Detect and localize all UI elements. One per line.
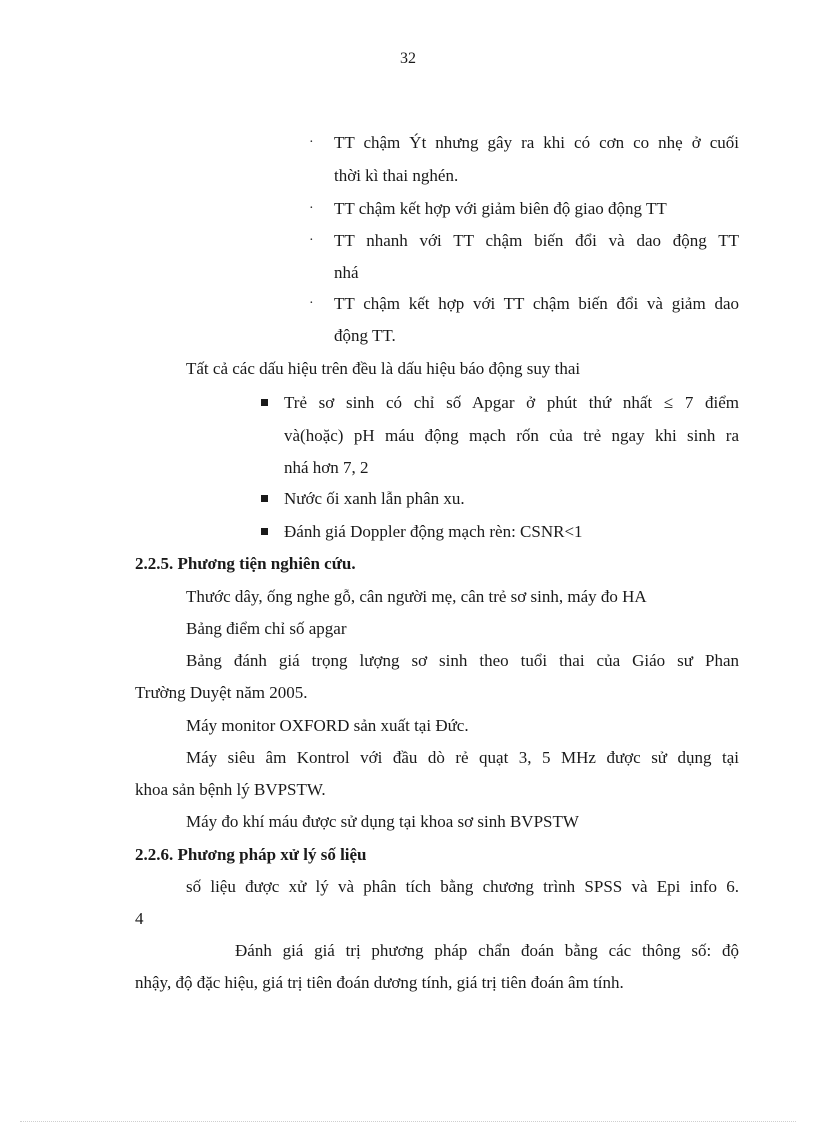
- paragraph-line: Bảng đánh giá trọng lượng sơ sinh theo tuổi thai của Giáo sư Phan: [186, 651, 739, 670]
- list-item-line: nhá: [334, 263, 359, 282]
- paragraph-line: 4: [135, 909, 144, 928]
- list-item-line: nhá hơn 7, 2: [284, 458, 369, 477]
- list-item-line: động TT.: [334, 326, 396, 345]
- paragraph-line: Máy đo khí máu được sử dụng tại khoa sơ sinh BVPSTW: [186, 812, 579, 831]
- list-item-line: TT nhanh với TT chậm biến đổi và dao động TT: [334, 231, 739, 250]
- bullet-marker: ·: [309, 296, 314, 311]
- paragraph-line: Máy monitor OXFORD sản xuất tại Đức.: [186, 716, 469, 735]
- list-item-line: Nước ối xanh lẫn phân xu.: [284, 489, 465, 508]
- bullet-marker: ·: [309, 135, 314, 150]
- list-item-line: Đánh giá Doppler động mạch rèn: CSNR<1: [284, 522, 583, 541]
- paragraph-line: Đánh giá giá trị phương pháp chẩn đoán bằng các thông số: độ: [235, 941, 739, 960]
- bullet-marker: [261, 528, 268, 535]
- paragraph-line: Máy siêu âm Kontrol với đầu dò rẻ quạt 3, 5 MHz được sử dụng tại: [186, 748, 739, 767]
- paragraph-line: Trường Duyệt năm 2005.: [135, 683, 308, 702]
- bullet-marker: [261, 495, 268, 502]
- paragraph-line: Thước dây, ống nghe gỗ, cân người mẹ, cân trẻ sơ sinh, máy đo HA: [186, 587, 647, 606]
- section-heading: 2.2.5. Phương tiện nghiên cứu.: [135, 554, 356, 573]
- paragraph-line: nhậy, độ đặc hiệu, giá trị tiên đoán dương tính, giá trị tiên đoán âm tính.: [135, 973, 624, 992]
- list-item-line: Trẻ sơ sinh có chỉ số Apgar ở phút thứ nhất ≤ 7 điểm: [284, 393, 739, 412]
- section-heading: 2.2.6. Phương pháp xử lý số liệu: [135, 845, 367, 864]
- list-item-line: TT chậm Ýt nhưng gây ra khi có cơn co nhẹ ở cuối: [334, 133, 739, 152]
- list-item-line: thời kì thai nghén.: [334, 166, 459, 185]
- list-item-line: TT chậm kết hợp với TT chậm biến đổi và giảm dao: [334, 294, 739, 313]
- bullet-marker: [261, 399, 268, 406]
- paragraph-line: Bảng điểm chỉ số apgar: [186, 619, 347, 638]
- bullet-marker: ·: [309, 233, 314, 248]
- list-item-line: và(hoặc) pH máu động mạch rốn của trẻ ngay khi sinh ra: [284, 426, 739, 445]
- page-number: 32: [400, 50, 416, 67]
- summary-line: Tất cả các dấu hiệu trên đều là dấu hiệu báo động suy thai: [186, 359, 581, 378]
- list-item-line: TT chậm kết hợp với giảm biên độ giao động TT: [334, 199, 667, 218]
- bullet-marker: ·: [309, 201, 314, 216]
- paragraph-line: khoa sản bệnh lý BVPSTW.: [135, 780, 326, 799]
- page-bottom-divider: [20, 1121, 796, 1122]
- paragraph-line: số liệu được xử lý và phân tích bằng chương trình SPSS và Epi info 6.: [186, 877, 739, 896]
